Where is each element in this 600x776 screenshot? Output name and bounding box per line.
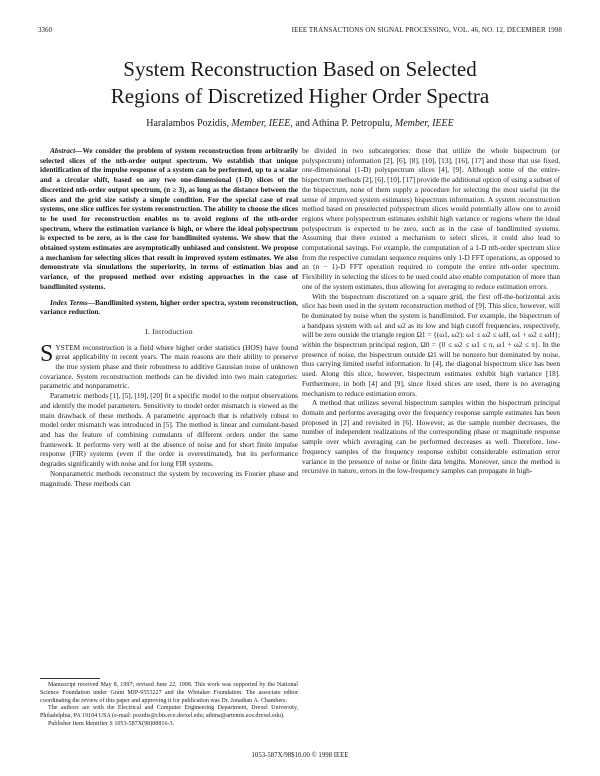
index-terms-text: Bandlimited system, higher order spectra, system reconstruction, variance reduction. — [40, 297, 299, 317]
abstract-label: Abstract— — [50, 146, 83, 155]
title-line-2: Regions of Discretized Higher Order Spectra — [110, 84, 490, 108]
paper-title — [0, 56, 600, 110]
section-heading-introduction: I. Introduction — [145, 326, 193, 336]
intro-paragraph-3: Nonparametric methods reconstruct the system by recovering its Fourier phase and magnitude. These methods can — [40, 468, 298, 488]
copyright-footer: 1053-587X/98$10.00 © 1998 IEEE — [251, 752, 349, 759]
right-paragraph-2: With the bispectrum discretized on a square grid, the first off-the-horizontal axis slice has been used in the system reconstruction method of [9]. This slice, however, will be dominated by noise when the system is bandlimited. For example, the bispectrum of a bandpass system with ω1 and ω2 as its low and high cutoff frequencies, respectively, will be zero outside the triangle region Ω1 = {(ω1, ω2): ω1 ≤ ω2 ≤ ωH, ω1 + ω2 ≤ ωH}; within the bispectrum principal region, Ω0 = {0 ≤ ω2 ≤ ω1 ≤ π, ω1 + ω2 ≤ π}. In the presence of noise, the bispectrum outside Ω1 will be nonzero but dominated by noise, thus carrying limited useful information. In [4], the diagonal bispectrum slice has been used. Along this slice, however, bispectrum estimates exhibit high variance [18]. Furthermore, in both [4] and [9], since fixed slices are used, there is no averaging mechanism to reduce estimation errors. — [302, 291, 560, 398]
right-column — [302, 146, 560, 476]
author-1-membership: Member, IEEE, — [231, 118, 293, 129]
footnote-manuscript: Manuscript received May 8, 1997; revised June 22, 1998. This work was supported by the National Science Foundation under Grant MIP-9553227 and the Whitaker Foundation. The associate editor coordinating the review of this paper and approving it for publication was Dr. Jonathan A. Chambers. — [40, 682, 298, 704]
author-conjunction: and — [295, 118, 310, 129]
abstract — [40, 146, 298, 292]
abstract-text: We consider the problem of system reconstruction from arbitrarily selected slices of the nth-order output spectrum. We establish that unique identification of the impulse response of a system can be performed, up to a scalar and a circular shift, based on any two one-dimensional (1-D) slices of the discretized nth-order output spectrum, (n ≥ 3), as long as the distance between the slices and the grid size satisfy a simple condition. For the special case of real systems, one slice suffices for system reconstruction. The ability to choose the slices to be used for reconstruction enables us to avoid regions of the nth-order spectrum, where the estimation variance is high, or where the ideal polyspectrum is expected to be zero, as is the case for bandlimited systems. We show that the obtained system estimates are asymptotically unbiased and consistent. We propose a mechanism for selecting slices that result in improved system estimates. We also demonstrate via simulations the superiority, in terms of estimation bias and variance, of the proposed method over existing approaches in the case of bandlimited systems. — [40, 146, 298, 291]
drop-cap: S — [40, 340, 54, 367]
footnote — [40, 682, 298, 729]
title-line-1: System Reconstruction Based on Selected — [123, 57, 477, 81]
running-header: IEEE TRANSACTIONS ON SIGNAL PROCESSING, VOL. 46, NO. 12, DECEMBER 1998 — [291, 26, 562, 34]
intro-paragraph-1-text: YSTEM reconstruction is a field where higher order statistics (HOS) have found great applicability in recent years. The main reasons are their ability to preserve the true system phase and their robustness to additive Gaussian noise of unknown covariance. System reconstruction methods can be divided into two main categories: parametric and nonparametric. — [40, 342, 298, 391]
intro-paragraph-1 — [40, 340, 298, 392]
index-terms-label: Index Terms— — [50, 297, 96, 307]
author-2-membership: Member, IEEE — [394, 118, 454, 129]
index-terms — [40, 298, 298, 317]
page-number: 3360 — [38, 26, 52, 34]
author-2: Athina P. Petropulu, — [311, 118, 393, 129]
right-paragraph-1: be divided in two subcategories: those that utilize the whole bispectrum (or polyspectrum) information [2], [6], [8], [10], [13], [16], [17] and those that use fixed, one-dimensional (1-D) polyspectrum slices [4], [9]. Although some of the entire-bispectrum methods [2], [6], [10], [17] provide the additional option of using a subset of the bispectrum, none of them supply a procedure for selecting the most useful (in the sense of improved system estimates) bispectrum information. A system reconstruction method based on preselected polyspectrum slices would potentially allow one to avoid regions where polyspectrum estimates exhibit high variance or regions where the ideal polyspectrum is expected to be zero, such as in the case of bandlimited systems. Assuming that there existed a mechanism to select slices, it could also lead to computational savings. For example, the computation of a 1-D nth-order spectrum slice from the respective cumulant sequence requires only 1-D FFT operations, as opposed to an (n − 1)-D FFT operation required to compute the entire nth-order spectrum. Flexibility in selecting the slices to be used could also enable computation of more than one of the system estimates, thus allowing for averaging to reduce estimation errors. — [302, 146, 560, 291]
author-1: Haralambos Pozidis, — [146, 118, 230, 129]
right-paragraph-3: A method that utilizes several bispectrum samples within the bispectrum principal domain and performs averaging over the frequency response sample estimates has been proposed in [2] and revisited in [6]. However, as the sample number decreases, the number of independent realizations of the corresponding phase or magnitude response sample over which averaging can be performed decreases as well. Therefore, low-frequency samples of the frequency response exhibit considerable estimation error variance in the presence of noise or finite data lengths. Moreover, since the method is recursive in nature, errors in the low-frequency samples can propagate in high- — [302, 398, 560, 476]
footnote-affiliation: The authors are with the Electrical and Computer Engineering Department, Drexel University, Philadelphia, PA 19104 USA (e-mail: pozidis@cbis.ece.drexel.edu; athina@artemis.ece.drexel.edu). — [40, 705, 298, 720]
footnote-divider — [40, 678, 100, 679]
left-column — [40, 146, 298, 488]
author-list — [0, 118, 600, 129]
footnote-publisher-id: Publisher Item Identifier S 1053-587X(98)08816-3. — [48, 720, 175, 727]
intro-paragraph-2: Parametric methods [1], [5], [19], [20] fit a specific model to the output observations and identify the model parameters. Sensitivity to model order mismatch is viewed as the main drawback of these methods. A parametric approach that is relatively robust to model order mismatch was introduced in [5]. The method is linear and cumulant-based and has the feature of combining cumulants of different orders under the same framework. It performs very well at the absence of noise and for short finite impulse response (FIR) systems (even if the order is overestimated), but its performance degrades significantly with noise and for long FIR systems. — [40, 391, 298, 469]
